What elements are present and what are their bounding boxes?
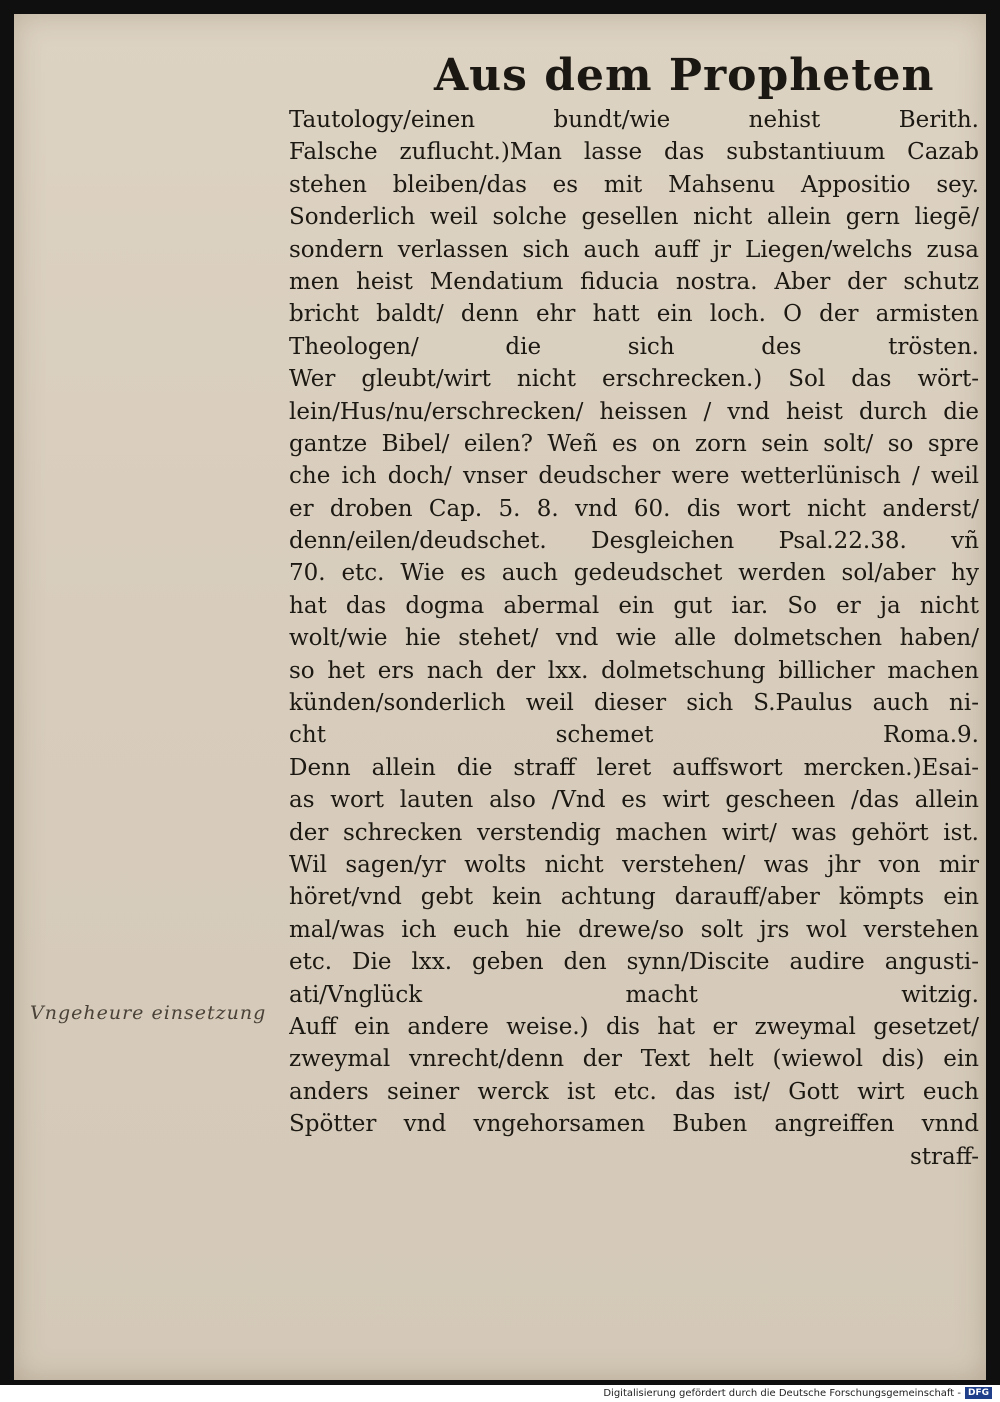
text-line: Spötter vnd vngehorsamen Buben angreiffen vnnd <box>289 1111 979 1138</box>
book-page <box>14 14 986 1380</box>
footer-credit <box>603 1386 992 1400</box>
text-line: che ich doch/ vnser deudscher were wetterlünisch / weil <box>289 463 979 490</box>
marginal-note: Vngeheure einsetzung <box>30 1002 267 1024</box>
text-line: höret/vnd gebt kein achtung darauff/aber kömpts ein <box>289 884 979 911</box>
text-line: gantze Bibel/ eilen? Weñ es on zorn sein solt/ so spre <box>289 430 979 457</box>
text-line: Denn allein die straff leret auffswort mercken.)Esai- <box>289 754 979 781</box>
text-line: as wort lauten also /Vnd es wirt gescheen /das allein <box>289 787 979 814</box>
text-line: lein/Hus/nu/erschrecken/ heissen / vnd heist durch die <box>289 398 979 425</box>
running-head: Aus dem Propheten <box>434 50 935 101</box>
text-line: Sonderlich weil solche gesellen nicht allein gern liegē/ <box>289 204 979 231</box>
text-line: straff- <box>909 1143 979 1170</box>
text-line: men heist Mendatium fiducia nostra. Aber der schutz <box>289 268 979 295</box>
text-line: der schrecken verstendig machen wirt/ was gehört ist. <box>289 819 979 846</box>
text-line: Tautology/einen bundt/wie nehist Berith. <box>289 107 979 133</box>
text-block <box>289 104 979 1173</box>
text-line: Wer gleubt/wirt nicht erschrecken.) Sol das wört- <box>289 366 979 393</box>
text-line: stehen bleiben/das es mit Mahsenu Appositio sey. <box>289 171 979 198</box>
text-line: denn/eilen/deudschet. Desgleichen Psal.22.38. vñ <box>289 528 979 555</box>
text-line: Falsche zuflucht.)Man lasse das substantiuum Cazab <box>289 139 979 166</box>
text-line: Wil sagen/yr wolts nicht verstehen/ was jhr von mir <box>289 851 979 878</box>
text-line: Theologen/ die sich des trösten. <box>289 333 979 360</box>
text-line: ati/Vnglück macht witzig. <box>289 981 979 1008</box>
footer-credit-text: Digitalisierung gefördert durch die Deutsche Forschungsgemeinschaft - <box>603 1387 961 1399</box>
text-line: etc. Die lxx. geben den synn/Discite audire angusti- <box>289 949 979 976</box>
text-line: wolt/wie hie stehet/ vnd wie alle dolmetschen haben/ <box>289 625 979 652</box>
text-line: Auff ein andere weise.) dis hat er zweymal gesetzet/ <box>289 1013 979 1040</box>
text-line: sondern verlassen sich auch auff jr Liegen/welchs zusa <box>289 236 979 263</box>
text-line: mal/was ich euch hie drewe/so solt jrs wol verstehen <box>289 916 979 943</box>
dfg-logo: DFG <box>965 1387 992 1399</box>
text-line: anders seiner werck ist etc. das ist/ Gott wirt euch <box>289 1078 979 1105</box>
text-line: bricht baldt/ denn ehr hatt ein loch. O der armisten <box>289 301 979 328</box>
text-line: cht schemet Roma.9. <box>289 722 979 749</box>
text-line: künden/sonderlich weil dieser sich S.Paulus auch ni- <box>289 690 979 717</box>
text-line: 70. etc. Wie es auch gedeudschet werden sol/aber hy <box>289 560 979 587</box>
text-line: zweymal vnrecht/denn der Text helt (wiewol dis) ein <box>289 1046 979 1073</box>
text-line: hat das dogma abermal ein gut iar. So er ja nicht <box>289 592 979 619</box>
text-line: so het ers nach der lxx. dolmetschung billicher machen <box>289 657 979 684</box>
text-line: er droben Cap. 5. 8. vnd 60. dis wort nicht anderst/ <box>289 495 979 522</box>
